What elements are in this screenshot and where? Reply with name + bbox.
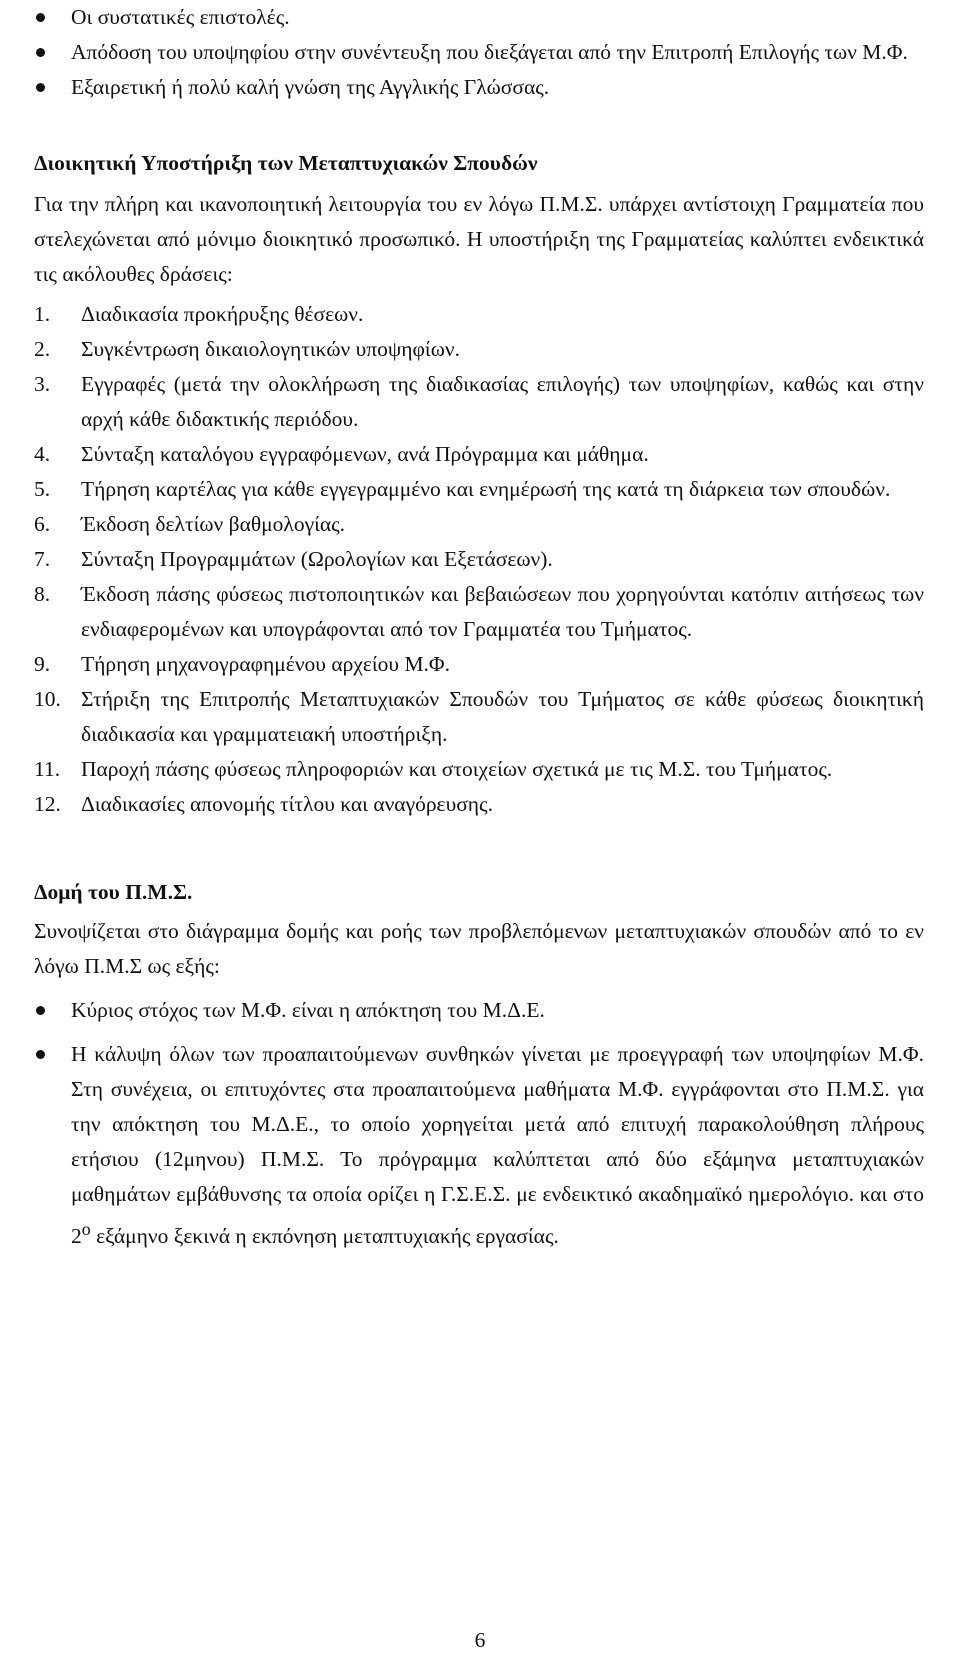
list-item-number: 8. bbox=[34, 582, 51, 606]
list-item: Κύριος στόχος των Μ.Φ. είναι η απόκτηση του Μ.Δ.Ε. bbox=[34, 993, 924, 1028]
document-page bbox=[34, 0, 924, 1254]
list-item-number: 12. bbox=[34, 792, 61, 816]
structure-bullet-list bbox=[34, 993, 924, 1254]
list-item-number: 9. bbox=[34, 652, 51, 676]
list-item-text: Τήρηση μηχανογραφημένου αρχείου Μ.Φ. bbox=[81, 652, 451, 676]
list-item bbox=[34, 1037, 924, 1254]
section-heading-structure: Δομή του Π.Μ.Σ. bbox=[34, 880, 193, 904]
list-item-number: 2. bbox=[34, 337, 51, 361]
list-item-text: Διαδικασίες απονομής τίτλου και αναγόρευσης. bbox=[81, 792, 493, 816]
secretariat-tasks-list bbox=[34, 297, 924, 822]
list-item: Οι συστατικές επιστολές. bbox=[34, 0, 924, 35]
list-item bbox=[34, 647, 924, 682]
list-item-text: Έκδοση πάσης φύσεως πιστοποιητικών και βεβαιώσεων που χορηγούνται κατόπιν αιτήσεως των ενδιαφερομένων και υπογράφονται από τον Γραμματέα του Τμήματος. bbox=[81, 582, 924, 641]
section-heading-admin-support: Διοικητική Υποστήριξη των Μεταπτυχιακών Σπουδών bbox=[34, 151, 538, 175]
list-item-number: 5. bbox=[34, 477, 51, 501]
list-item bbox=[34, 507, 924, 542]
section-paragraph: Συνοψίζεται στο διάγραμμα δομής και ροής των προβλεπόμενων μεταπτυχιακών σπουδών από το εν λόγω Π.Μ.Σ ως εξής: bbox=[34, 919, 924, 978]
ordinal-superscript: ο bbox=[81, 1219, 91, 1239]
list-item bbox=[34, 437, 924, 472]
list-item-text: Στήριξη της Επιτροπής Μεταπτυχιακών Σπουδών του Τμήματος σε κάθε φύσεως διοικητική διαδικασία και γραμματειακή υποστήριξη. bbox=[81, 687, 924, 746]
bullet-text-continued: εξάμηνο ξεκινά η εκπόνηση μεταπτυχιακής εργασίας. bbox=[90, 1224, 559, 1249]
bullet-text: Η κάλυψη όλων των προαπαιτούμενων συνθηκών γίνεται με προεγγραφή των υποψηφίων Μ.Φ. Στη συνέχεια, οι επιτυχόντες στα προαπαιτούμενα μαθήματα Μ.Φ. εγγράφονται στο Π.Μ.Σ. για την απόκτηση του Μ.Δ.Ε., το οποίο χορηγείται μετά από επιτυχή παρακολούθηση πλήρους ετήσιου (12μηνου) Π.Μ.Σ. Το πρόγραμμα καλύπτεται από δύο εξάμηνα μεταπτυχιακών μαθημάτων εμβάθυνσης τα οποία ορίζει η Γ.Σ.Ε.Σ. με ενδεικτικό ακαδημαϊκό ημερολόγιο. και στο 2 bbox=[71, 1042, 924, 1249]
list-item-number: 6. bbox=[34, 512, 51, 536]
list-item-number: 11. bbox=[34, 757, 61, 781]
list-item bbox=[34, 297, 924, 332]
list-item bbox=[34, 577, 924, 647]
list-item bbox=[34, 542, 924, 577]
list-item bbox=[34, 367, 924, 437]
list-item-text: Σύνταξη καταλόγου εγγραφόμενων, ανά Πρόγραμμα και μάθημα. bbox=[81, 442, 649, 466]
list-item: Εξαιρετική ή πολύ καλή γνώση της Αγγλικής Γλώσσας. bbox=[34, 70, 924, 105]
list-item bbox=[34, 682, 924, 752]
list-item-text: Έκδοση δελτίων βαθμολογίας. bbox=[81, 512, 346, 536]
list-item-number: 10. bbox=[34, 687, 61, 711]
criteria-bullet-list bbox=[34, 0, 924, 105]
list-item bbox=[34, 752, 924, 787]
list-item-number: 3. bbox=[34, 372, 51, 396]
list-item bbox=[34, 787, 924, 822]
list-item: Απόδοση του υποψηφίου στην συνέντευξη που διεξάγεται από την Επιτροπή Επιλογής των Μ.Φ. bbox=[34, 35, 924, 70]
list-item-text: Διαδικασία προκήρυξης θέσεων. bbox=[81, 302, 364, 326]
list-item-text: Τήρηση καρτέλας για κάθε εγγεγραμμένο και ενημέρωσή της κατά τη διάρκεια των σπουδών. bbox=[81, 477, 891, 501]
list-item-number: 4. bbox=[34, 442, 51, 466]
list-item bbox=[34, 332, 924, 367]
list-item-text: Συγκέντρωση δικαιολογητικών υποψηφίων. bbox=[81, 337, 460, 361]
list-item bbox=[34, 472, 924, 507]
list-item-text: Παροχή πάσης φύσεως πληροφοριών και στοιχείων σχετικά με τις Μ.Σ. του Τμήματος. bbox=[81, 757, 833, 781]
list-item-number: 7. bbox=[34, 547, 51, 571]
list-item-number: 1. bbox=[34, 302, 51, 326]
list-item-text: Εγγραφές (μετά την ολοκλήρωση της διαδικασίας επιλογής) των υποψηφίων, καθώς και στην αρχή κάθε διδακτικής περιόδου. bbox=[81, 372, 924, 431]
page-number: 6 bbox=[474, 1628, 486, 1652]
list-item-text: Σύνταξη Προγραμμάτων (Ωρολογίων και Εξετάσεων). bbox=[81, 547, 553, 571]
section-paragraph: Για την πλήρη και ικανοποιητική λειτουργία του εν λόγω Π.Μ.Σ. υπάρχει αντίστοιχη Γραμματεία που στελεχώνεται από μόνιμο διοικητικό προσωπικό. Η υποστήριξη της Γραμματείας καλύπτει ενδεικτικά τις ακόλουθες δράσεις: bbox=[34, 192, 924, 286]
